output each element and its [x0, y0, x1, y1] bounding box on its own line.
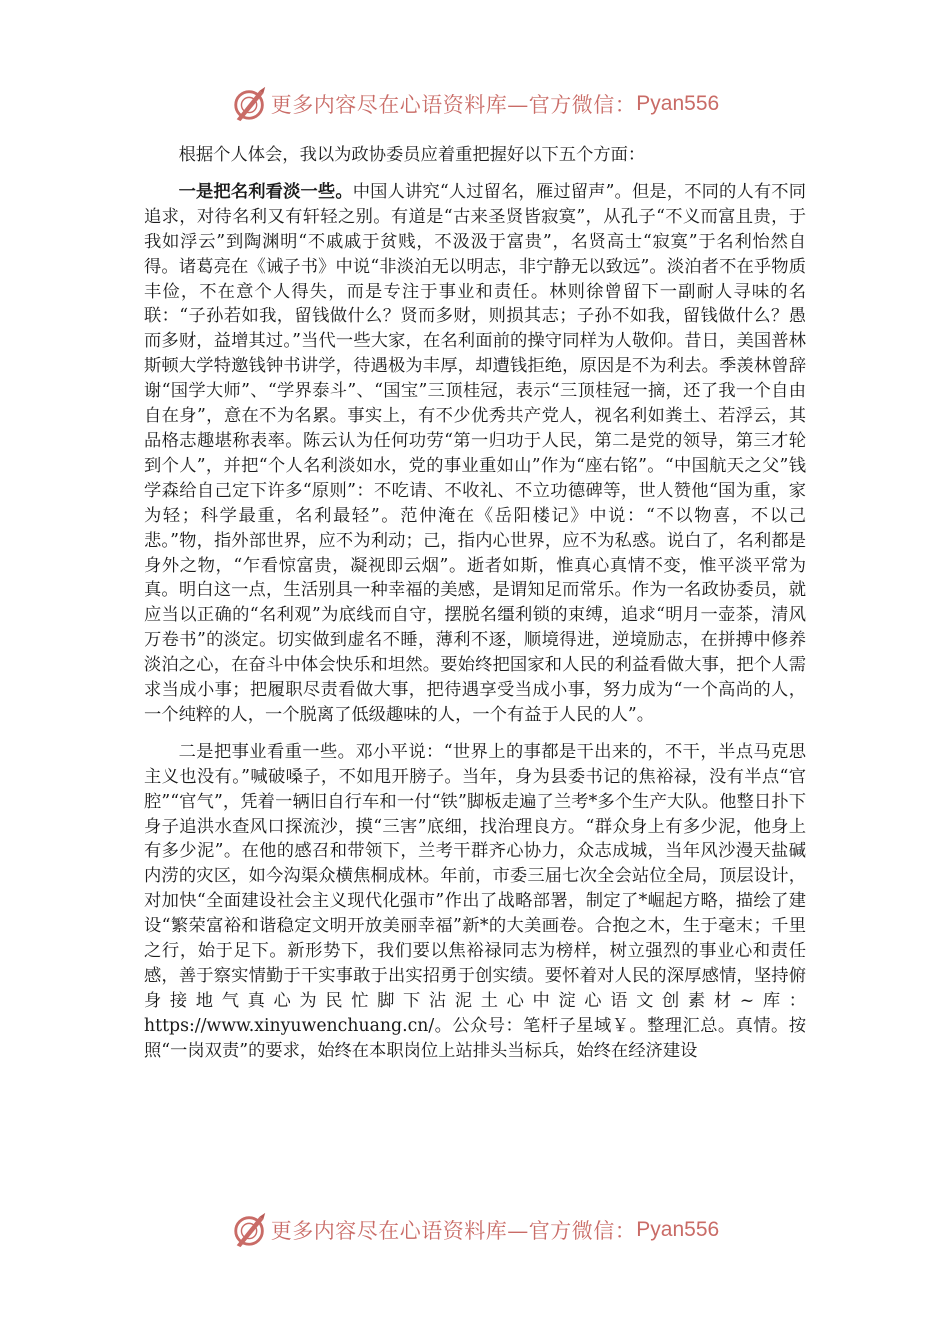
intro-paragraph: 根据个人体会，我以为政协委员应着重把握好以下五个方面： — [178, 145, 646, 165]
banner-text: 更多内容尽在心语资料库—官方微信： — [270, 1219, 637, 1243]
paragraph-two: 二是把事业看重一些。邓小平说：“世界上的事都是干出来的，不干，半点马克思主义也没有。”喊破嗓子，不如甩开膀子。当年，身为县委书记的焦裕禄，没有半点“官腔”“官气”，凭着一辆旧自行车和一付“铁”脚板走遍了兰考*多个生产大队。他整日扑下身子追洪水查风口探流沙，摸“三害”底细，找治理良方。“群众身上有多少泥，他身上有多少泥”。在他的感召和带领下，兰考干群齐心协力，众志成城，当年风沙漫天盐碱内涝的灾区，如今沟渠众横焦桐成林。年前，市委三届七次全会站位全局，顶层设计，对加快“全面建设社会主义现代化强市”作出了战略部署，制定了*崛起方略，描绘了建设“繁荣富裕和谐稳定文明开放美丽幸福”新*的大美画卷。合抱之木，生于毫末；千里之行，始于足下。新形势下，我们要以焦裕禄同志为榜样，树立强烈的事业心和责任感，善于察实情勤于干实事敢于出实招勇于创实绩。要怀着对人民的深厚感情，坚持俯身接地气真心为民忙脚下沾泥土心中淀心语文创素材~库：https://www.xinyuwenchuang.cn/。公众号：笔杆子星域￥。整理汇总。真情。按照“一岗双责”的要求，始终在本职岗位上站排头当标兵，始终在经济建设 — [144, 741, 806, 1061]
banner-wechat-handle: Pyan556 — [636, 92, 720, 115]
paragraph-one — [144, 180, 806, 728]
pen-logo-icon — [231, 85, 269, 123]
banner-wechat-handle: Pyan556 — [636, 1218, 720, 1241]
banner-text: 更多内容尽在心语资料库—官方微信： — [270, 93, 637, 117]
paragraph-one-lead: 一是把名利看淡一些。 — [178, 181, 353, 202]
paragraph-one-body: 中国人讲究“人过留名，雁过留声”。但是，不同的人有不同追求，对待名利又有轩轻之别。有道是“古来圣贤皆寂寞”，从孔子“不义而富且贵，于我如浮云”到陶渊明“不戚戚于贫贱，不汲汲于富贵”，名贤高士“寂寞”于名利怡然自得。诸葛亮在《诫子书》中说“非淡泊无以明志，非宁静无以致远”。淡泊者不在乎物质丰俭，不在意个人得失，而是专注于事业和责任。林则徐曾留下一副耐人寻味的名联：“子孙若如我，留钱做什么？贤而多财，则损其志；子孙不如我，留钱做什么？愚而多财，益增其过。”当代一些大家，在名利面前的操守同样为人敬仰。昔日，美国普林斯顿大学特邀钱钟书讲学，待遇极为丰厚，却遭钱拒绝，原因是不为利去。季羡林曾辞谢“国学大师”、“学界泰斗”、“国宝”三顶桂冠，表示“三顶桂冠一摘，还了我一个自由自在身”，意在不为名累。事实上，有不少优秀共产党人，视名利如粪土、若浮云，其品格志趣堪称表率。陈云认为任何功劳“第一归功于人民，第二是党的领导，第三才轮到个人”，并把“个人名利淡如水，党的事业重如山”作为“座右铭”。“中国航天之父”钱学森给自己定下许多“原则”：不吃请、不收礼、不立功德碑等，世人赞他“国为重，家为轻；科学最重，名利最轻”。范仲淹在《岳阳楼记》中说：“不以物喜，不以己悲。”物，指外部世界，应不为利动；己，指内心世界，应不为私惑。说白了，名利都是身外之物，“乍看惊富贵，凝视即云烟”。逝者如斯，惟真心真情不变，惟平淡平常为真。明白这一点，生活别具一种幸福的美感，是谓知足而常乐。作为一名政协委员，就应当以正确的“名利观”为底线而自守，摆脱名缰利锁的束缚，追求“明月一壶茶，清风万卷书”的淡定。切实做到虚名不睡，薄利不逐，顺境得进，逆境励志，在拼搏中修养淡泊之心，在奋斗中体会快乐和坦然。要始终把国家和人民的利益看做大事，把个人需求当成小事；把履职尽责看做大事，把待遇享受当成小事，努力成为“一个高尚的人，一个纯粹的人，一个脱离了低级趣味的人，一个有益于人民的人”。 — [144, 181, 806, 725]
footer-banner — [0, 1210, 950, 1250]
header-banner — [0, 84, 950, 124]
document-body — [144, 143, 806, 1064]
pen-logo-icon — [231, 1211, 269, 1249]
